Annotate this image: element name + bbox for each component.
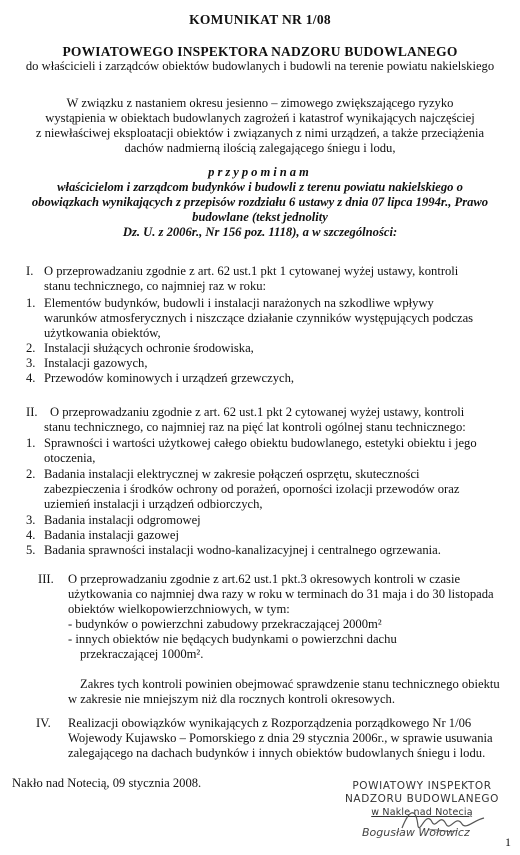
place-date: Nakło nad Notecią, 09 stycznia 2008. (12, 776, 202, 790)
section-ii-numeral: II. (26, 405, 38, 419)
remind-body: właścicielom i zarządcom budynków i budowli z terenu powiatu nakielskiego o obowiązkach wynikających z przepisów rozdziału 6 ustawy z dnia 07 lipca 1994r., Prawo budowlane (tekst jednolity Dz. U. z 2006r., Nr 156 poz. 1118), a w szczególności: (31, 180, 489, 239)
remind-heading: przypominam (208, 165, 312, 179)
intro-paragraph: W związku z nastaniem okresu jesienno – zimowego zwiększającego ryzyko wystąpienia w obiektach budowlanych zagrożeń i katastrof wynikających najczęściej z niewłaściwej eksploatacji obiektów i związanych z nimi urządzeń, a także przeciążenia dachów nadmierną ilością zalegającego śniegu i lodu, (35, 96, 485, 155)
page-number: 1 (505, 835, 511, 849)
section-iv-numeral: IV. (36, 716, 51, 730)
official-stamp: POWIATOWY INSPEKTOR NADZORU BUDOWLANEGO w Nakle nad Notecią (344, 780, 500, 818)
list-dash-item: - innych obiektów nie będących budynkami o powierzchni dachu (68, 632, 397, 646)
issuer-title: POWIATOWEGO INSPEKTORA NADZORU BUDOWLANEGO (62, 44, 458, 59)
communique-title: KOMUNIKAT NR 1/08 (189, 12, 331, 27)
addressees-line: do właścicieli i zarządców obiektów budowlanych i budowli na terenie powiatu nakielskiego (25, 59, 495, 73)
section-i-numeral: I. (26, 264, 34, 278)
list-dash-item: - budynków o powierzchni zabudowy przekraczającej 2000m² (68, 617, 382, 631)
section-iii-numeral: III. (38, 572, 54, 586)
document-page: KOMUNIKAT NR 1/08 POWIATOWEGO INSPEKTORA NADZORU BUDOWLANEGO do właścicieli i zarządców obiektów budowlanych i budowli na terenie powiatu nakielskiego W związku z nastaniem okresu jesienno – zimowego zwiększającego ryzyko wystąpienia w obiektach budowlanych zagrożeń i katastrof wynikających najczęściej z niewłaściwej eksploatacji obiektów i związanych z nimi urządzeń, a także przeciążenia dachów nadmierną ilością zalegającego śniegu i lodu, przypominam właścicielom i zarządcom budynków i budowli z terenu powiatu nakielskiego o obowiązkach wynikających z przepisów rozdziału 6 ustawy z dnia 07 lipca 1994r., Prawo budowlane (tekst jednolity Dz. U. z 2006r., Nr 156 poz. 1118), a w szczególności: I. O przeprowadzaniu zgodnie z art. 62 ust.1 pkt 1 cytowanej wyżej ustawy, kontroli stanu technicznego, co najmniej raz w roku: 1. Elementów budynków, budowli i instalacji narażonych na szkodliwe wpływy warunków atmosferycznych i niszczące działanie czynników występujących podczas użytkowania obiektów, 2. Instalacji służących ochronie środowiska, 3. Instalacji gazowych, 4. Przewodów kominowych i urządzeń grzewczych, II. O przeprowadzaniu zgodnie z art. 62 ust.1 pkt 2 cytowanej wyżej ustawy, kontroli stanu technicznego, co najmniej raz na pięć lat kontroli ogólnej stanu technicznego: 1. Sprawności i wartości użytkowej całego obiektu budowlanego, estetyki obiektu i jego otoczenia, 2. Badania instalacji elektrycznej w zakresie połączeń osprzętu, skuteczności zabezpieczenia i środków ochrony od porażeń, oporności izolacji przewodów oraz uziemień instalacji i urządzeń odbiorczych, 3. Badania instalacji odgromowej 4. Badania instalacji gazowej 5. Badania sprawności instalacji wodno-kanalizacyjnej i centralnego ogrzewania. III. O przeprowadzaniu zgodnie z art.62 ust.1 pkt.3 okresowych kontroli w czasie użytkowania co najmniej dwa razy w roku w terminach do 31 maja i do 30 listopada obiektów wielkopowierzchniowych, w tym: - budynków o powierzchni zabudowy przekraczającej 2000m² - innych obiektów nie będących budynkami o powierzchni dachu przekraczającej 1000m². Zakres tych kontroli powinien obejmować sprawdzenie stanu technicznego obiektu w zakresie nie mniejszym niż dla rocznych kontroli okresowych. IV. Realizacji obowiązków wynikających z Rozporządzenia porządkowego Nr 1/06 Wojewody Kujawsko – Pomorskiego z dnia 29 stycznia 2006r., w sprawie usuwania zalegającego na dachach budynków i innych obiektów budowlanych śniegu i lodu. Nakło nad Notecią, 09 stycznia 2008. POWIATOWY INSPEKTOR NADZORU BUDOWLANEGO w Nakle nad Notecią Bogusław Wołowicz 1 (0, 0, 520, 855)
signatory-name: Bogusław Wołowicz (362, 826, 470, 839)
